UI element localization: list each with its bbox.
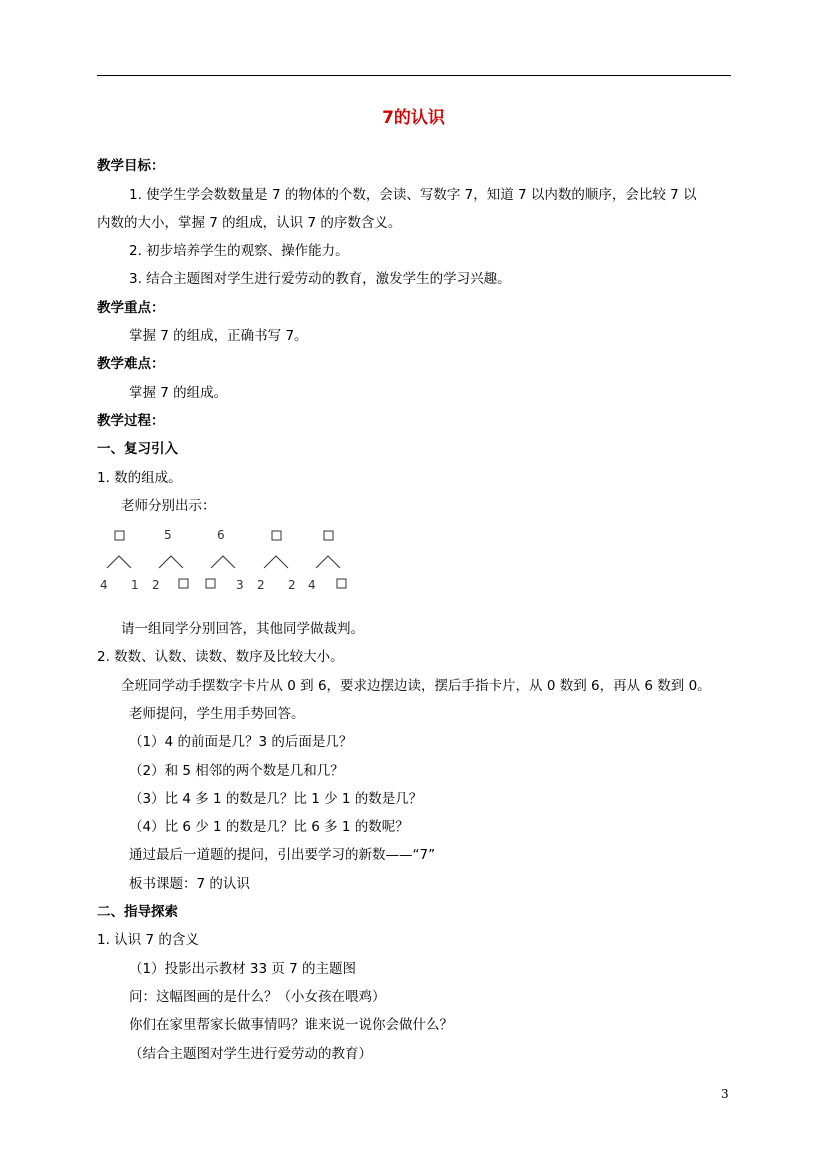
composition-item-3 (206, 528, 244, 592)
right-number: 2 (288, 578, 296, 592)
section-heading: 二、指导探索 (97, 904, 178, 920)
paragraph-line: （结合主题图对学生进行爱劳动的教育） (129, 1046, 372, 1062)
blank-box (272, 531, 281, 540)
paragraph-line: 3. 结合主题图对学生进行爱劳动的教育，激发学生的学习兴趣。 (129, 271, 511, 287)
right-number: 3 (236, 578, 244, 592)
composition-item-5 (308, 531, 346, 592)
left-number: 4 (308, 578, 316, 592)
paragraph-line: 你们在家里帮家长做事情吗？谁来说一说你会做什么？ (129, 1017, 453, 1033)
paragraph-line: 掌握 7 的组成，正确书写 7。 (129, 328, 308, 344)
number-composition-diagram (97, 520, 367, 600)
paragraph-line: 掌握 7 的组成。 (129, 385, 228, 401)
paragraph-line: 2. 数数、认数、读数、数序及比较大小。 (97, 649, 344, 665)
page-title: 7的认识 (382, 108, 445, 128)
page-number: 3 (721, 1087, 729, 1101)
composition-item-4 (257, 531, 296, 592)
blank-box (206, 579, 215, 588)
split-bracket (107, 556, 131, 568)
split-bracket (264, 556, 288, 568)
section-heading: 教学过程： (97, 413, 165, 429)
blank-box (337, 579, 346, 588)
blank-box (179, 579, 188, 588)
section-heading: 教学难点： (97, 356, 165, 372)
blank-box (324, 531, 333, 540)
paragraph-line: 内数的大小，掌握 7 的组成，认识 7 的序数含义。 (97, 215, 402, 231)
paragraph-line: （1）投影出示教材 33 页 7 的主题图 (129, 961, 357, 977)
section-heading: 一、复习引入 (97, 441, 178, 457)
question-line: （4）比 6 少 1 的数是几？比 6 多 1 的数呢？ (129, 819, 409, 835)
paragraph-line: 2. 初步培养学生的观察、操作能力。 (129, 243, 349, 259)
composition-item-2 (152, 528, 188, 592)
paragraph-line: 老师提问，学生用手势回答。 (129, 706, 305, 722)
paragraph-line: 请一组同学分别回答，其他同学做裁判。 (121, 621, 364, 637)
split-bracket (159, 556, 183, 568)
paragraph-line: 全班同学动手摆数字卡片从 0 到 6，要求边摆边读，摆后手指卡片，从 0 数到 6，再从 6 数到 0。 (121, 678, 711, 694)
blank-box (115, 531, 124, 540)
paragraph-line: 老师分别出示： (121, 498, 216, 514)
left-number: 2 (152, 578, 160, 592)
right-number: 1 (131, 578, 139, 592)
split-bracket (316, 556, 340, 568)
top-number: 5 (164, 528, 172, 542)
paragraph-line: 通过最后一道题的提问，引出要学习的新数——“7” (129, 847, 436, 863)
paragraph-line: 1. 使学生学会数数量是 7 的物体的个数，会读、写数字 7，知道 7 以内数的顺序，会比较 7 以 (129, 187, 697, 203)
left-number: 2 (257, 578, 265, 592)
question-line: （2）和 5 相邻的两个数是几和几？ (129, 763, 344, 779)
paragraph-line: 板书课题：7 的认识 (129, 876, 250, 892)
paragraph-line: 1. 认识 7 的含义 (97, 932, 199, 948)
top-number: 6 (217, 528, 225, 542)
composition-item-1 (100, 531, 139, 592)
section-heading: 教学目标： (97, 158, 165, 174)
header-rule (97, 75, 731, 76)
split-bracket (211, 556, 235, 568)
question-line: （3）比 4 多 1 的数是几？比 1 少 1 的数是几？ (129, 791, 423, 807)
paragraph-line: 1. 数的组成。 (97, 470, 182, 486)
left-number: 4 (100, 578, 108, 592)
paragraph-line: 问：这幅图画的是什么？（小女孩在喂鸡） (129, 989, 386, 1005)
section-heading: 教学重点： (97, 300, 165, 316)
question-line: （1）4 的前面是几？3 的后面是几？ (129, 734, 353, 750)
